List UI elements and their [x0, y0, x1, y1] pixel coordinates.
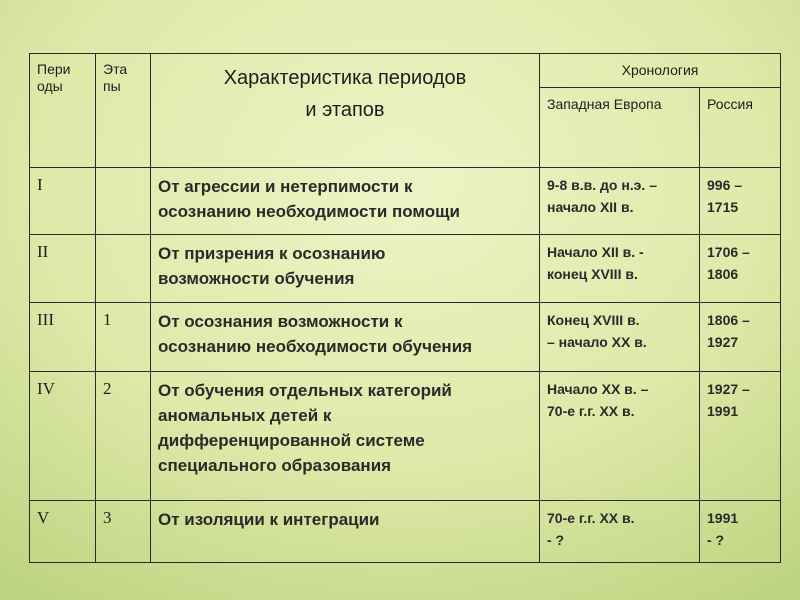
- stage-cell: 2: [96, 371, 151, 500]
- stage-cell: [96, 235, 151, 303]
- header-russia: Россия: [700, 88, 781, 168]
- west-europe-cell: [540, 235, 700, 303]
- russia-cell: [700, 500, 781, 562]
- russia-line: 1991: [707, 402, 739, 419]
- header-periods-line: Пери: [37, 61, 71, 77]
- period-cell: III: [30, 303, 96, 371]
- russia-cell: [700, 303, 781, 371]
- stage-cell: 1: [96, 303, 151, 371]
- header-chronology: Хронология: [540, 54, 781, 88]
- period-cell: II: [30, 235, 96, 303]
- west-europe-line: конец XVIII в.: [547, 266, 638, 283]
- table-row: [30, 500, 781, 562]
- period-cell: I: [30, 168, 96, 235]
- russia-line: 1715: [707, 199, 739, 216]
- russia-line: 996 –: [707, 177, 743, 194]
- period-cell: V: [30, 500, 96, 562]
- russia-line: - ?: [707, 531, 725, 548]
- west-europe-cell: [540, 371, 700, 500]
- russia-line: 1991: [707, 509, 739, 526]
- header-stages-line: пы: [103, 78, 121, 94]
- description-cell: [151, 500, 540, 562]
- west-europe-cell: [540, 303, 700, 371]
- description-line: аномальных детей к: [158, 405, 332, 425]
- russia-line: 1806 –: [707, 312, 750, 329]
- russia-line: 1927 –: [707, 380, 750, 397]
- west-europe-line: 70-е г.г. XX в.: [547, 402, 635, 419]
- header-west-europe: Западная Европа: [540, 88, 700, 168]
- russia-line: 1806: [707, 266, 739, 283]
- header-row: [30, 54, 781, 88]
- header-periods-line: оды: [37, 78, 63, 94]
- description-cell: [151, 303, 540, 371]
- description-line: специального образования: [158, 455, 392, 475]
- west-europe-line: Конец XVIII в.: [547, 312, 640, 329]
- stage-cell: [96, 168, 151, 235]
- west-europe-line: 70-е г.г. XX в.: [547, 509, 635, 526]
- west-europe-line: Начало XII в. -: [547, 244, 644, 261]
- header-characteristic-line: и этапов: [305, 99, 385, 121]
- stage-cell: 3: [96, 500, 151, 562]
- table-row: [30, 371, 781, 500]
- russia-line: 1927: [707, 334, 739, 351]
- description-line: возможности обучения: [158, 269, 355, 289]
- header-characteristic: [151, 54, 540, 168]
- west-europe-line: - ?: [547, 531, 565, 548]
- description-line: От призрения к осознанию: [158, 244, 386, 264]
- description-line: От изоляции к интеграции: [158, 509, 380, 529]
- table-row: [30, 303, 781, 371]
- west-europe-cell: [540, 168, 700, 235]
- description-cell: [151, 371, 540, 500]
- west-europe-line: Начало XX в. –: [547, 380, 649, 397]
- russia-cell: [700, 235, 781, 303]
- table-row: [30, 168, 781, 235]
- description-line: дифференцированной системе: [158, 430, 425, 450]
- header-stages-line: Эта: [103, 61, 128, 77]
- description-line: осознанию необходимости помощи: [158, 202, 460, 222]
- description-line: осознанию необходимости обучения: [158, 337, 473, 357]
- description-line: От осознания возможности к: [158, 312, 403, 332]
- history-table: [29, 53, 781, 563]
- header-periods: [30, 54, 96, 168]
- description-cell: [151, 168, 540, 235]
- header-characteristic-line: Характеристика периодов: [223, 67, 467, 89]
- table-row: [30, 235, 781, 303]
- header-stages: [96, 54, 151, 168]
- west-europe-line: начало XII в.: [547, 199, 634, 216]
- russia-line: 1706 –: [707, 244, 750, 261]
- description-line: От обучения отдельных категорий: [158, 380, 452, 400]
- west-europe-line: 9-8 в.в. до н.э. –: [547, 177, 657, 194]
- description-cell: [151, 235, 540, 303]
- description-line: От агрессии и нетерпимости к: [158, 177, 413, 197]
- russia-cell: [700, 371, 781, 500]
- period-cell: IV: [30, 371, 96, 500]
- russia-cell: [700, 168, 781, 235]
- west-europe-line: – начало XX в.: [547, 334, 647, 351]
- west-europe-cell: [540, 500, 700, 562]
